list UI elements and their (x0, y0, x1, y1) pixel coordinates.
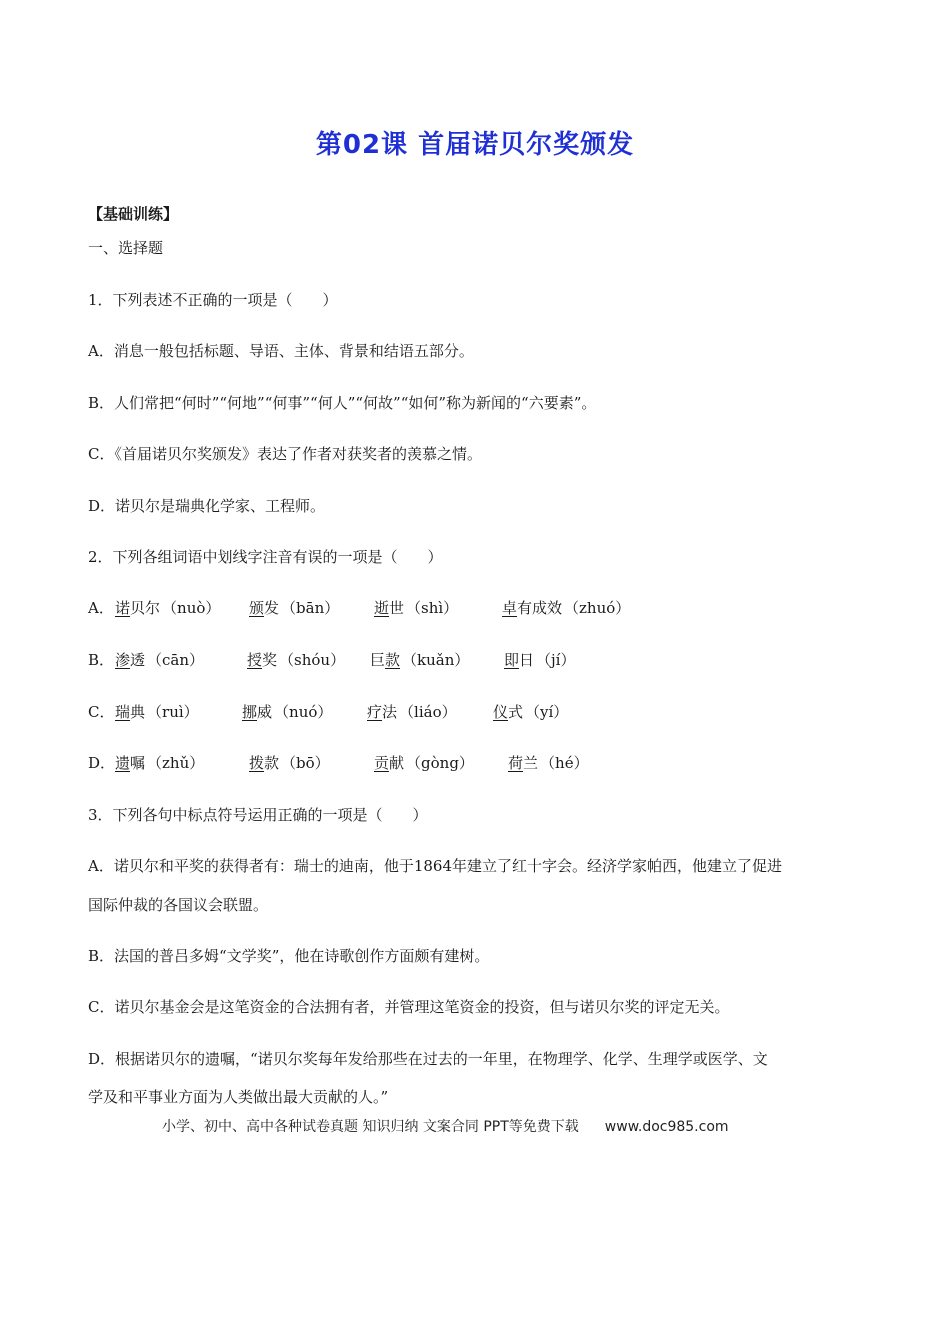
q1-option-a: A．消息一般包括标题、导语、主体、背景和结语五部分。 (88, 342, 474, 360)
word-item: 逝世 （shì） (374, 599, 459, 617)
word-item: 渗透 （cān） (115, 651, 205, 669)
word-item: 仪式 （yí） (493, 703, 569, 721)
page-footer (162, 1116, 729, 1136)
word-item: 卓有成效 （zhuó） (502, 599, 631, 617)
q1-option-b: B．人们常把“何时”“何地”“何事”“何人”“何故”“如何”称为新闻的“六要素”。 (88, 394, 597, 412)
word-item: 贡献 （gòng） (374, 754, 474, 772)
q3-option-a-line1: A．诺贝尔和平奖的获得者有：瑞士的迪南，他于1864年建立了红十字会。经济学家帕西，他建立了促进 (88, 857, 783, 875)
question-2-stem: 2．下列各组词语中划线字注音有误的一项是（ ） (88, 548, 443, 566)
part-heading: 一、选择题 (88, 239, 164, 257)
question-1-stem: 1．下列表述不正确的一项是（ ） (88, 291, 338, 309)
q3-option-d-line2: 学及和平事业方面为人类做出最大贡献的人。” (88, 1088, 389, 1106)
q2-option-a (88, 598, 868, 618)
q3-option-b: B．法国的普吕多姆“文学奖”，他在诗歌创作方面颇有建树。 (88, 947, 490, 965)
q3-option-d-line1: D．根据诺贝尔的遗嘱，“诺贝尔奖每年发给那些在过去的一年里，在物理学、化学、生理学或医学、文 (88, 1050, 768, 1068)
q1-option-c: C．《首届诺贝尔奖颁发》表达了作者对获奖者的羡慕之情。 (88, 445, 482, 463)
section-heading: 【基础训练】 (88, 205, 179, 223)
word-item: 荷兰 （hé） (508, 754, 589, 772)
word-item: 遗嘱 （zhǔ） (115, 754, 205, 772)
word-item: 巨款 （kuǎn） (370, 651, 470, 669)
word-item: 瑞典 （ruì） (115, 703, 199, 721)
option-letter: B． (88, 651, 115, 669)
q2-option-c (88, 702, 868, 722)
option-letter: D． (88, 754, 116, 772)
option-letter: C． (88, 703, 115, 721)
word-item: 授奖 （shóu） (247, 651, 346, 669)
q2-option-b (88, 650, 868, 670)
q2-option-d (88, 753, 868, 773)
word-item: 拨款 （bō） (249, 754, 330, 772)
word-item: 颁发 （bān） (249, 599, 340, 617)
question-3-stem: 3．下列各句中标点符号运用正确的一项是（ ） (88, 806, 428, 824)
footer-website-link[interactable]: www.doc985.com (604, 1119, 729, 1135)
page-title: 第02课 首届诺贝尔奖颁发 (315, 130, 635, 160)
word-item: 疗法 （liáo） (367, 703, 457, 721)
q3-option-c: C．诺贝尔基金会是这笔资金的合法拥有者，并管理这笔资金的投资，但与诺贝尔奖的评定无关。 (88, 998, 730, 1016)
option-letter: A． (88, 599, 114, 617)
footer-text: 小学、初中、高中各种试卷真题 知识归纳 文案合同 PPT等免费下载 (162, 1119, 579, 1135)
word-item: 即日 （jí） (504, 651, 576, 669)
q1-option-d: D．诺贝尔是瑞典化学家、工程师。 (88, 497, 326, 515)
q3-option-a-line2: 国际仲裁的各国议会联盟。 (88, 896, 269, 914)
word-item: 诺贝尔 （nuò） (115, 599, 221, 617)
word-item: 挪威 （nuó） (242, 703, 333, 721)
